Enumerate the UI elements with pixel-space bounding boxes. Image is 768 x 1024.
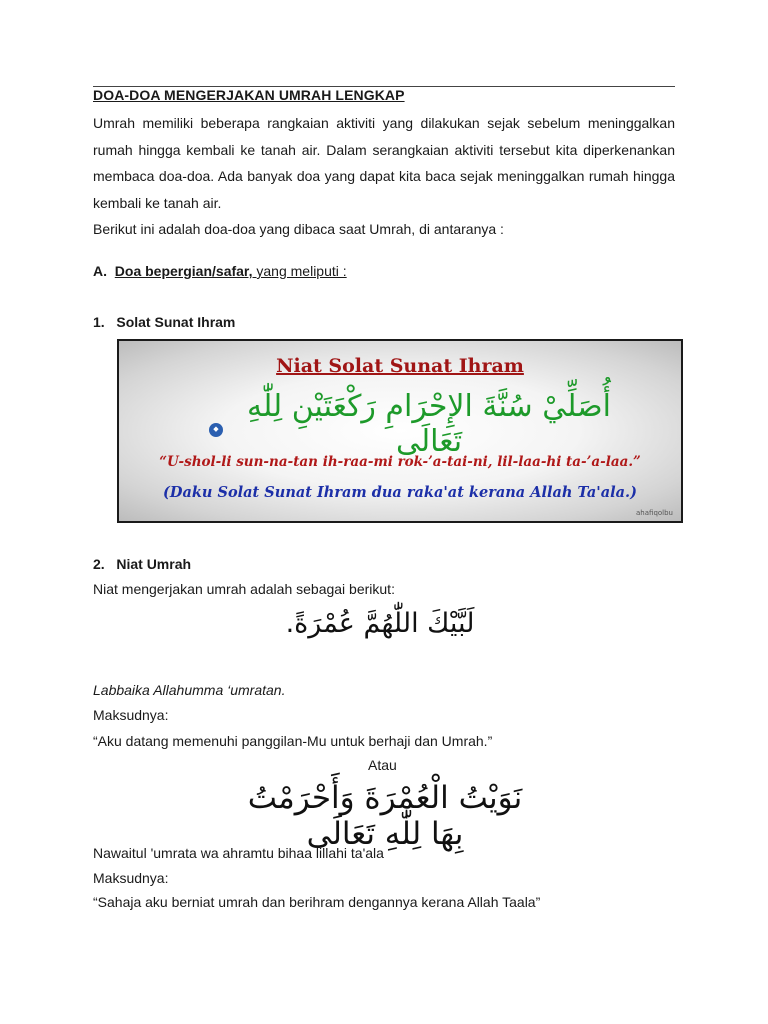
meaning-talbiyah: “Aku datang memenuhi panggilan-Mu untuk berhaji dan Umrah.” [93,733,493,749]
item-1-title: Solat Sunat Ihram [116,314,236,330]
intro-text: Umrah memiliki beberapa rangkaian aktiviti yang dilakukan sejak sebelum meninggalkan rumah hingga kembali ke tanah air. Dalam serangkaian aktiviti tersebut kita diperkenankan membaca doa-doa. Ada banyak doa yang dapat kita baca sejak meninggalkan rumah hingga kembali ke tanah air. [93,115,675,211]
arabic-niat-umrah: نَوَيْتُ الْعُمْرَةَ وَأَحْرَمْتُ بِهَا لِلّٰهِ تَعَالَى [247,780,523,852]
banner-ornament-icon: ◆ [209,423,223,437]
atau-label: Atau [368,757,397,773]
maksud-label-2: Maksudnya: [93,870,169,886]
banner-arabic-text: أُصَلِّيْ سُنَّةَ الإِحْرَامِ رَكْعَتَيْنِ لِلّٰهِ تَعَالَى [247,389,611,459]
latin-talbiyah: Labbaika Allahumma ‘umratan. [93,682,286,698]
item-2-heading [93,556,191,572]
intro-paragraph [93,110,675,243]
section-a-title: Doa bepergian/safar, [114,263,253,279]
banner-watermark: ahafiqolbu [636,509,673,517]
latin-niat-umrah: Nawaitul 'umrata wa ahramtu bihaa lillahi ta'ala [93,845,384,861]
section-a-marker: A. [93,263,107,279]
section-a-rest: yang meliputi : [252,263,347,279]
intro-text-2: Berikut ini adalah doa-doa yang dibaca saat Umrah, di antaranya : [93,221,504,237]
arabic-talbiyah: لَبَّيْكَ اللّٰهُمَّ عُمْرَةً. [285,608,475,639]
niat-umrah-intro: Niat mengerjakan umrah adalah sebagai berikut: [93,581,395,597]
banner-title: Niat Solat Sunat Ihram [276,355,524,377]
niat-ihram-banner [117,339,683,523]
item-1-heading [93,314,235,330]
maksud-label-1: Maksudnya: [93,707,169,723]
item-1-number: 1. [93,314,105,330]
item-2-number: 2. [93,556,105,572]
meaning-niat-umrah: “Sahaja aku berniat umrah dan berihram dengannya kerana Allah Taala” [93,894,541,910]
banner-meaning: (Daku Solat Sunat Ihram dua raka'at kerana Allah Ta'ala.) [163,484,637,501]
banner-transliteration: “U-shol-li sun-na-tan ih-raa-mi rok-’a-tai-ni, lil-laa-hi ta-’a-laa.” [159,454,641,470]
page-title: DOA-DOA MENGERJAKAN UMRAH LENGKAP [93,87,405,103]
item-2-title: Niat Umrah [116,556,192,572]
section-a-heading [93,263,347,279]
